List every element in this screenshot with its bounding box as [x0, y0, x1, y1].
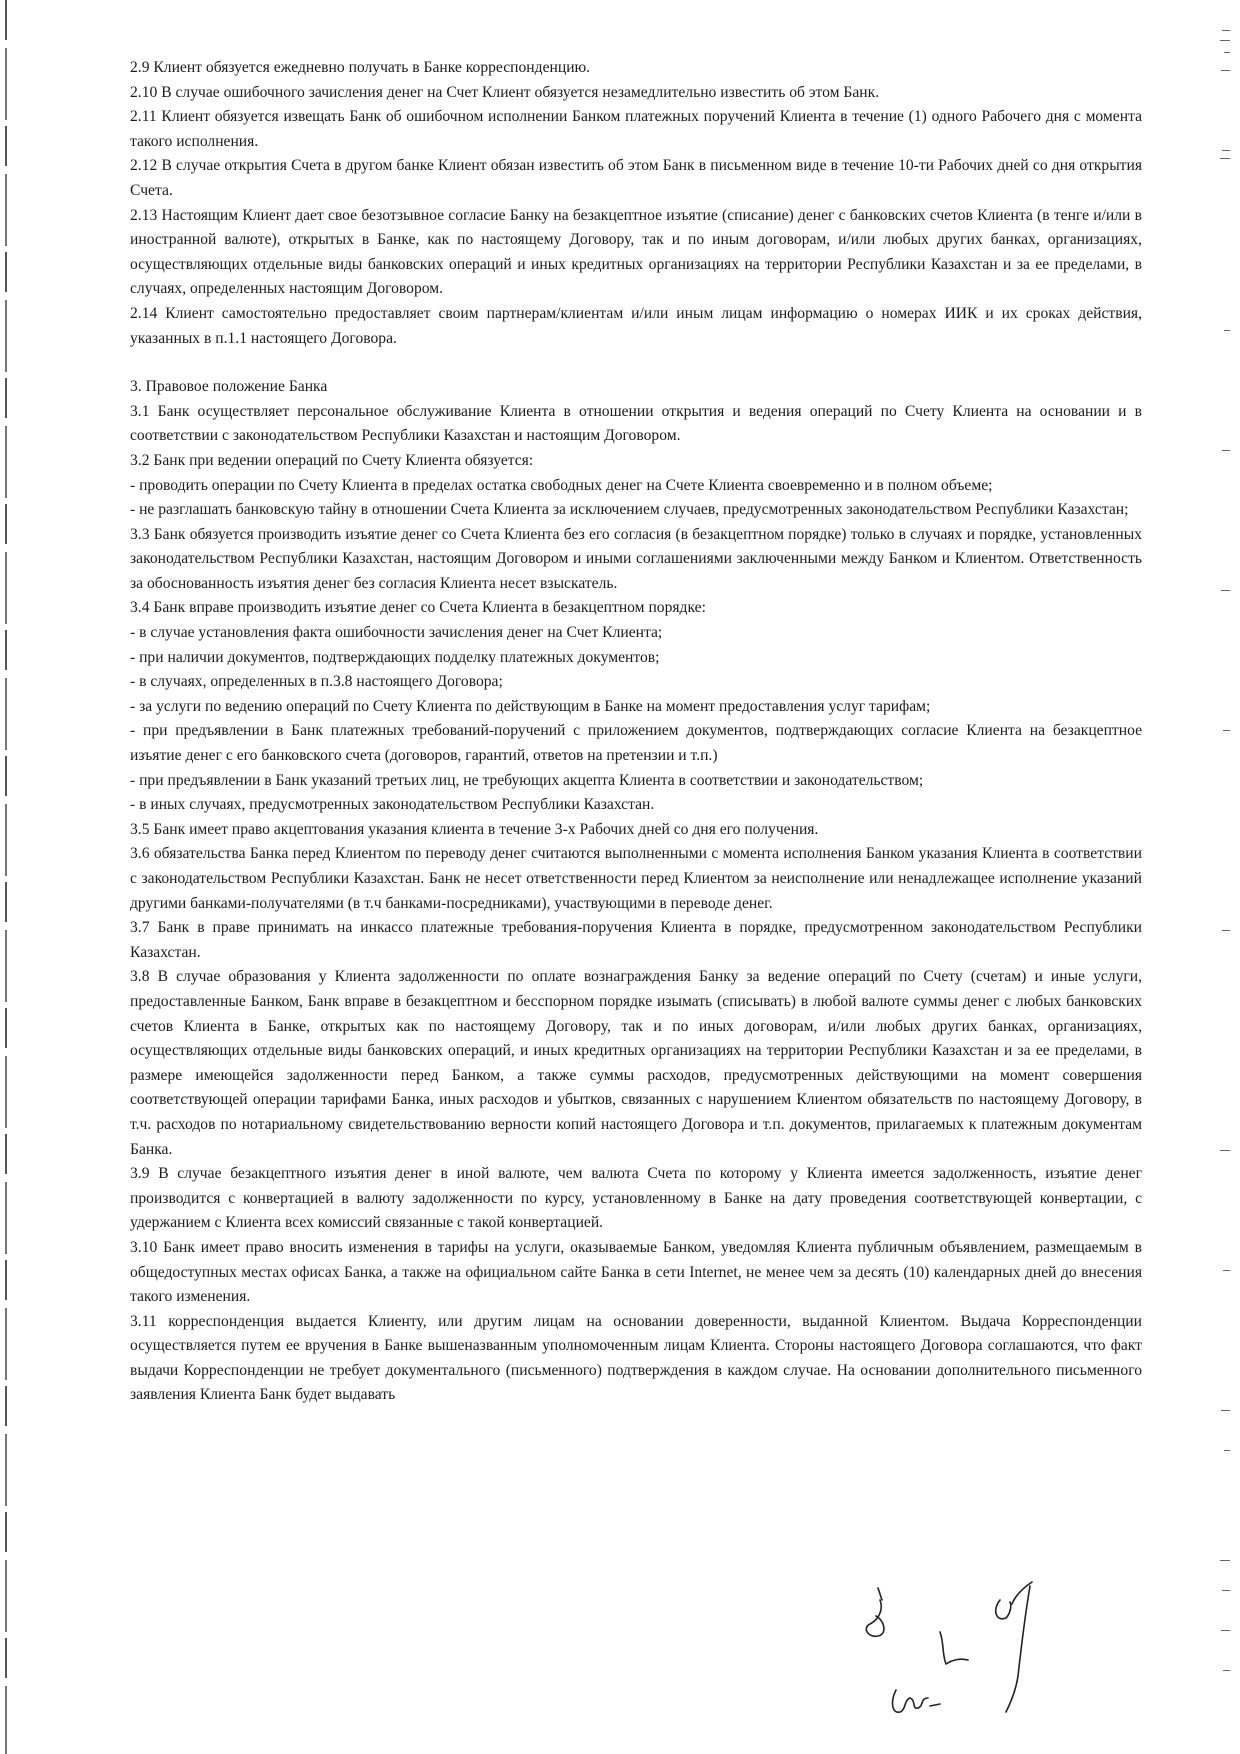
clause-3-5: 3.5 Банк имеет право акцептования указания клиента в течение 3-х Рабочих дней со дня его получения. [130, 820, 819, 838]
clause-3-4: 3.4 Банк вправе производить изъятие денег со Счета Клиента в безакцептном порядке: [130, 599, 706, 617]
clause-2-9: 2.9 Клиент обязуется ежедневно получать в Банке корреспонденцию. [130, 59, 591, 76]
signature-4 [893, 1690, 940, 1712]
clause-2-10: 2.10 В случае ошибочного зачисления денег на Счет Клиент обязуется незамедлительно известить об этом Банк. [130, 83, 880, 101]
list-item: - при наличии документов, подтверждающих подделку платежных документов; [130, 648, 660, 666]
list-item: - при предъявлении в Банк платежных требований-поручений с приложением документов, подтверждающих согласие Клиента на безакцептное изъятие денег с его банковского счета (договоров, гарантий, ответов на претензии и т.п.) [130, 722, 1142, 765]
clause-3-8: 3.8 В случае образования у Клиента задолженности по оплате вознаграждения Банку за ведение операций по Счету (счетам) и иные услуги, предоставленные Банком, Банк вправе в безакцептном и бесспорном порядке изымать (списывать) в любой валюте суммы денег с любых банковских счетов Клиента в Банке, открытых как по настоящему Договору, так и по иных договорам, и/или любых других банках, организациях, осуществляющих отдельные виды банковских операций, и иных кредитных организациях на территории Республики Казахстан и за ее пределами, в размере имеющейся задолженности перед Банком, а также суммы расходов, предусмотренных действующими на момент совершения соответствующей операции тарифами Банка, иных расходов и убытков, связанных с нарушением Клиентом обязательств по настоящему Договору, в т.ч. расходов по нотариальному свидетельствованию верности копий настоящего Договора и т.п. документов, прилагаемых к платежным документам Банка. [130, 968, 1142, 1158]
right-margin-marks [1218, 30, 1230, 1730]
list-item: - не разглашать банковскую тайну в отношении Счета Клиента за исключением случаев, предусмотренных законодательством Республики Казахстан; [130, 501, 1129, 519]
contract-body [130, 56, 1142, 1408]
clause-2-12: 2.12 В случае открытия Счета в другом банке Клиент обязан известить об этом Банк в письменном виде в течение 10-ти Рабочих дней со дня открытия Счета. [130, 157, 1142, 199]
clause-3-3: 3.3 Банк обязуется производить изъятие денег со Счета Клиента без его согласия (в безакцептном порядке) только в случаях и порядке, установленных законодательством Республики Казахстан, настоящим Договором и иными соглашениями заключенными между Банком и Клиентом. Ответственность за обоснованность изъятия денег без согласия Клиента несет взыскатель. [130, 525, 1142, 592]
handwritten-signatures [860, 1580, 1140, 1740]
clause-3-7: 3.7 Банк в праве принимать на инкассо платежные требования-поручения Клиента в порядке, предусмотренном законодательством Республики Казахстан. [130, 919, 1142, 961]
clause-3-1: 3.1 Банк осуществляет персональное обслуживание Клиента в отношении открытия и ведения операций по Счету Клиента на основании и в соответствии с законодательством Республики Казахстан и настоящим Договором. [130, 402, 1142, 445]
clause-2-13: 2.13 Настоящим Клиент дает свое безотзывное согласие Банку на безакцептное изъятие (списание) денег с банковских счетов Клиента (в тенге и/или в иностранной валюте), открытых в Банке, как по настоящему Договору, так и по иным договорам, и/или любых других банках, организациях, осуществляющих отдельные виды банковских операций и иных кредитных организациях на территории Республики Казахстан и за ее пределами, в случаях, определенных настоящим Договором. [130, 206, 1142, 298]
clause-3-2: 3.2 Банк при ведении операций по Счету Клиента обязуется: [130, 451, 534, 469]
clause-3-6: 3.6 обязательства Банка перед Клиентом по переводу денег считаются выполненными с момента исполнения Банком указания Клиента в соответствии с законодательством Республики Казахстан. Банк не несет ответственности перед Клиентом за неисполнение или ненадлежащее исполнение указаний другими банками-получателями (в т.ч банками-посредниками), участвующими в переводе денег. [130, 845, 1142, 912]
signature-2 [940, 1632, 968, 1664]
clause-2-14: 2.14 Клиент самостоятельно предоставляет своим партнерам/клиентам и/или иным лицам информацию о номерах ИИК и их сроках действия, указанных в п.1.1 настоящего Договора. [130, 304, 1142, 347]
signature-1 [866, 1588, 884, 1636]
list-item: - при предъявлении в Банк указаний третьих лиц, не требующих акцепта Клиента в соответствии и законодательством; [130, 771, 924, 789]
left-margin-rule [5, 0, 7, 1754]
list-item: - в случае установления факта ошибочности зачисления денег на Счет Клиента; [130, 624, 663, 642]
clause-2-11: 2.11 Клиент обязуется извещать Банк об ошибочном исполнении Банком платежных поручений Клиента в течение (1) одного Рабочего дня с момента такого исполнения. [130, 108, 1142, 150]
list-item: - в иных случаях, предусмотренных законодательством Республики Казахстан. [130, 796, 655, 814]
section-3-heading: 3. Правовое положение Банка [130, 378, 328, 396]
signature-3 [996, 1582, 1032, 1712]
list-item: - за услуги по ведению операций по Счету Клиента по действующим в Банке на момент предоставления услуг тарифам; [130, 697, 931, 715]
list-item: - проводить операции по Счету Клиента в пределах остатка свободных денег на Счете Клиента своевременно и в полном объеме; [130, 476, 993, 494]
clause-3-11: 3.11 корреспонденция выдается Клиенту, или другим лицам на основании доверенности, выданной Клиентом. Выдача Корреспонденции осуществляется путем ее вручения в Банке вышеназванным уполномоченным лицам Клиента. Стороны настоящего Договора соглашаются, что факт выдачи Корреспонденции не требует документального (письменного) подтверждения в каждом случае. На основании дополнительного письменного заявления Клиента Банк будет выдавать [130, 1312, 1142, 1404]
list-item: - в случаях, определенных в п.3.8 настоящего Договора; [130, 673, 503, 691]
clause-3-10: 3.10 Банк имеет право вносить изменения в тарифы на услуги, оказываемые Банком, уведомляя Клиента публичным объявлением, размещаемым в общедоступных местах офисах Банка, а также на официальном сайте Банка в сети Internet, не менее чем за десять (10) календарных дней до внесения такого изменения. [130, 1238, 1142, 1306]
clause-3-9: 3.9 В случае безакцептного изъятия денег в иной валюте, чем валюта Счета по которому у Клиента имеется задолженность, изъятие денег производится с конвертацией в валюту задолженности по курсу, установленному в Банке на дату проведения соответствующей конвертации, с удержанием с Клиента всех комиссий связанные с такой конвертацией. [130, 1165, 1142, 1232]
